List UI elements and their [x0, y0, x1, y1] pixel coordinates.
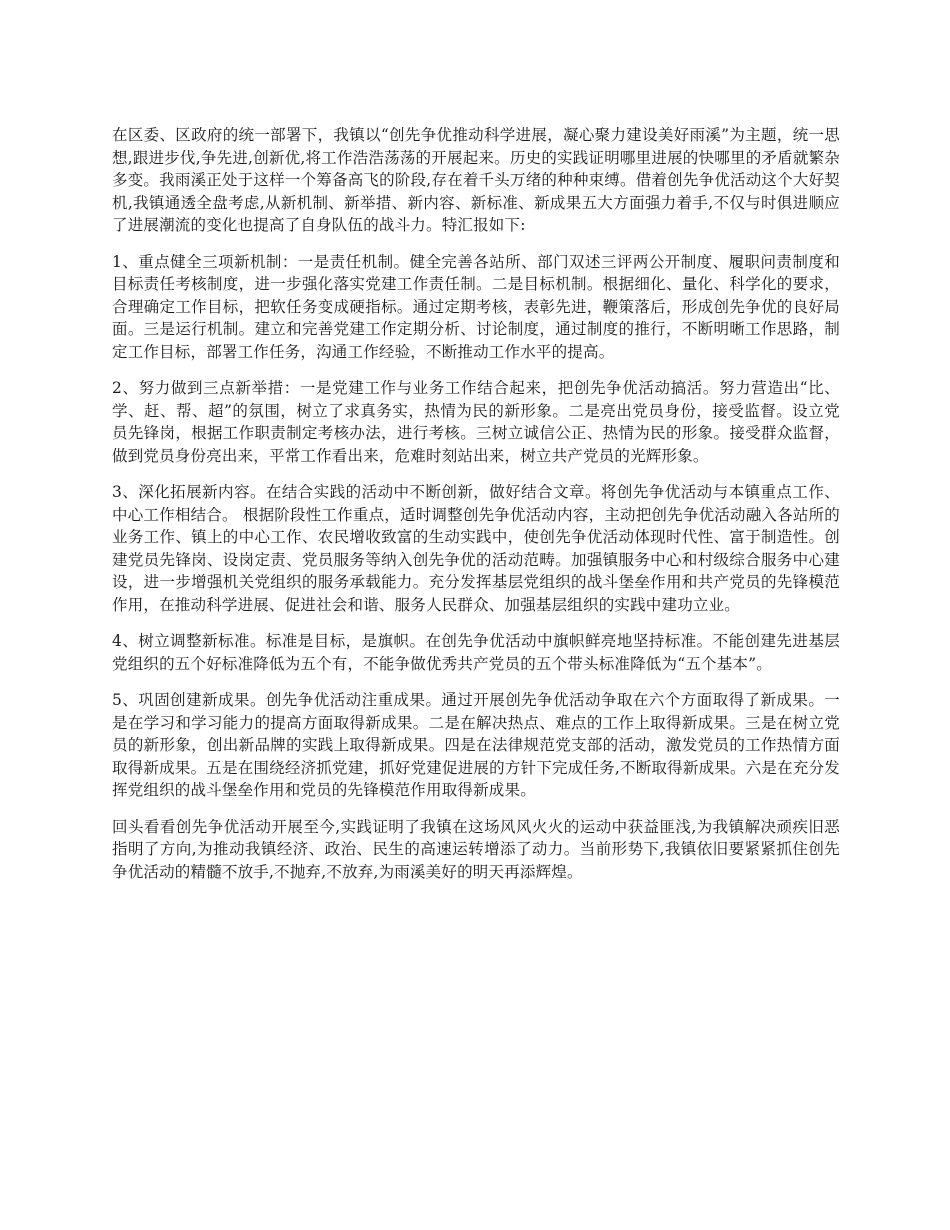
- section-2-measures: 2、努力做到三点新举措：一是党建工作与业务工作结合起来，把创先争优活动搞活。努力营造出“比、学、赶、帮、超”的氛围，树立了求真务实，热情为民的新形象。二是亮出党员身份，接受监督。设立党员先锋岗，根据工作职责制定考核办法，进行考核。三树立诚信公正、热情为民的形象。接受群众监督，做到党员身份亮出来，平常工作看出来，危难时刻站出来，树立共产党员的光辉形象。: [112, 379, 840, 465]
- section-1-mechanisms: 1、重点健全三项新机制：一是责任机制。健全完善各站所、部门双述三评两公开制度、履职问责制度和目标责任考核制度，进一步强化落实党建工作责任制。二是目标机制。根据细化、量化、科学化的要求，合理确定工作目标，把软任务变成硬指标。通过定期考核，表彰先进，鞭策落后，形成创先争优的良好局面。三是运行机制。建立和完善党建工作定期分析、讨论制度，通过制度的推行，不断明晰工作思路，制定工作目标，部署工作任务，沟通工作经验，不断推动工作水平的提高。: [112, 252, 840, 361]
- intro-paragraph: 在区委、区政府的统一部署下，我镇以“创先争优推动科学进展，凝心聚力建设美好雨溪”为主题，统一思想,跟进步伐,争先进,创新优,将工作浩浩荡荡的开展起来。历史的实践证明哪里进展的快哪里的矛盾就繁杂多变。我雨溪正处于这样一个筹备高飞的阶段,存在着千头万绪的种种束缚。借着创先争优活动这个大好契机,我镇通透全盘考虑,从新机制、新举措、新内容、新标准、新成果五大方面强力着手,不仅与时俱进顺应了进展潮流的变化也提高了自身队伍的战斗力。特汇报如下:: [112, 126, 840, 234]
- conclusion-paragraph: 回头看看创先争优活动开展至今,实践证明了我镇在这场风风火火的运动中获益匪浅,为我镇解决顽疾旧恶指明了方向,为推动我镇经济、政治、民生的高速运转增添了动力。当前形势下,我镇依旧要紧紧抓住创先争优活动的精髓不放手,不抛弃,不放弃,为雨溪美好的明天再添辉煌。: [112, 817, 840, 881]
- section-3-content: 3、深化拓展新内容。在结合实践的活动中不断创新，做好结合文章。将创先争优活动与本镇重点工作、中心工作相结合。 根据阶段性工作重点，适时调整创先争优活动内容，主动把创先争优活动融入各站所的业务工作、镇上的中心工作、农民增收致富的生动实践中，使创先争优活动体现时代性、富于制造性。创建党员先锋岗、设岗定责、党员服务等纳入创先争优的活动范畴。加强镇服务中心和村级综合服务中心建设，进一步增强机关党组织的服务承载能力。充分发挥基层党组织的战斗堡垒作用和共产党员的先锋模范作用，在推动科学进展、促进社会和谐、服务人民群众、加强基层组织的实践中建功立业。: [112, 483, 840, 614]
- section-5-results: 5、巩固创建新成果。创先争优活动注重成果。通过开展创先争优活动争取在六个方面取得了新成果。一是在学习和学习能力的提高方面取得新成果。二是在解决热点、难点的工作上取得新成果。三是在树立党员的新形象，创出新品牌的实践上取得新成果。四是在法律规范党支部的活动，激发党员的工作热情方面取得新成果。五是在围绕经济抓党建，抓好党建促进展的方针下完成任务,不断取得新成果。六是在充分发挥党组织的战斗堡垒作用和党员的先锋模范作用取得新成果。: [112, 691, 840, 799]
- document-body: [112, 124, 840, 897]
- section-4-standards: 4、树立调整新标准。标准是目标，是旗帜。在创先争优活动中旗帜鲜亮地坚持标准。不能创建先进基层党组织的五个好标准降低为五个有，不能争做优秀共产党员的五个带头标准降低为“五个基本”。: [112, 632, 840, 673]
